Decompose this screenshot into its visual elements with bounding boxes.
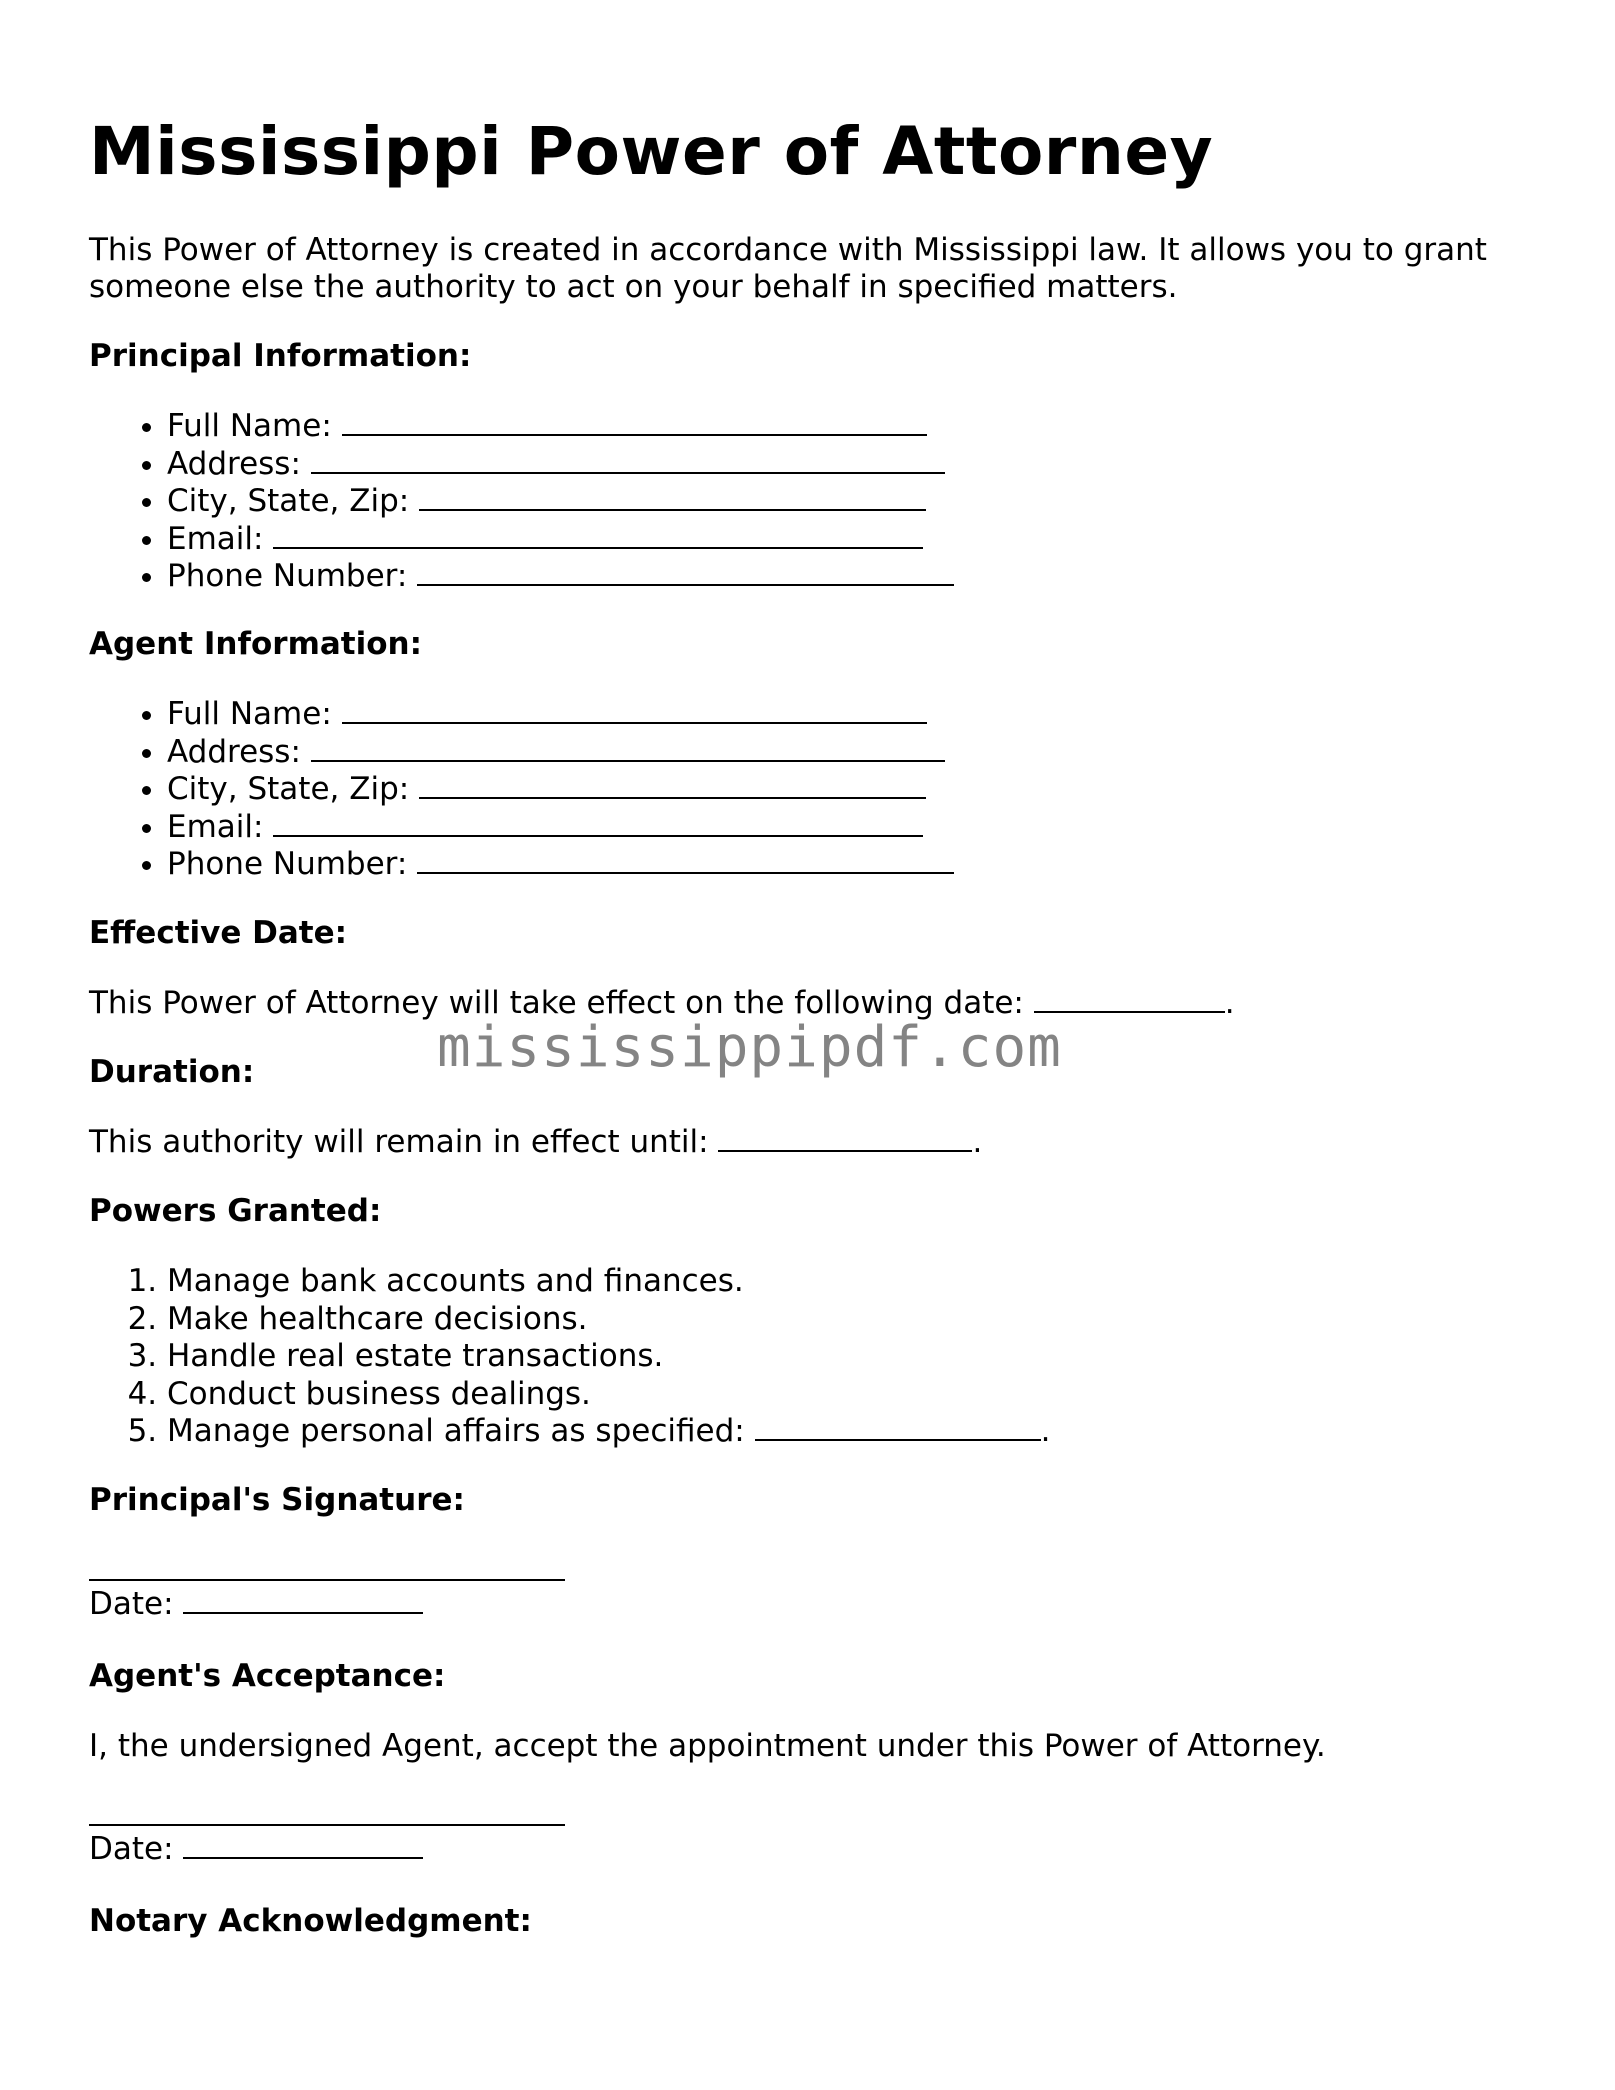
agent-signature-line[interactable] [89,1824,565,1826]
principal-signature-heading: Principal's Signature: [89,1482,465,1518]
principal-full-name-field[interactable]: • Full Name: [167,408,954,446]
powers-heading: Powers Granted: [89,1193,382,1229]
watermark: mississippipdf.com [437,1015,1062,1080]
effective-date-line[interactable]: This Power of Attorney will take effect on the following date: . [89,985,1235,1021]
agent-address-field[interactable]: • Address: [167,734,954,772]
agent-fields [89,696,954,884]
power-item: 4. Conduct business dealings. [167,1376,1050,1414]
powers-list [89,1263,1050,1451]
principal-address-field[interactable]: • Address: [167,446,954,484]
agent-heading: Agent Information: [89,626,422,662]
principal-signature-date[interactable]: Date: [89,1586,423,1623]
agent-acceptance-text: I, the undersigned Agent, accept the appointment under this Power of Attorney. [89,1728,1326,1764]
power-item: 2. Make healthcare decisions. [167,1301,1050,1339]
intro-paragraph: This Power of Attorney is created in accordance with Mississippi law. It allows you to grant someone else the authority to act on your behalf in specified matters. [89,232,1487,305]
principal-email-field[interactable]: • Email: [167,521,954,559]
duration-line[interactable]: This authority will remain in effect until: . [89,1124,983,1160]
agent-acceptance-heading: Agent's Acceptance: [89,1658,446,1694]
principal-city-state-zip-field[interactable]: • City, State, Zip: [167,483,954,521]
agent-signature-date[interactable]: Date: [89,1831,423,1868]
agent-city-state-zip-field[interactable]: • City, State, Zip: [167,771,954,809]
agent-email-field[interactable]: • Email: [167,809,954,847]
agent-full-name-field[interactable]: • Full Name: [167,696,954,734]
power-item: 3. Handle real estate transactions. [167,1338,1050,1376]
effective-date-heading: Effective Date: [89,915,348,951]
power-item-specify[interactable]: 5. Manage personal affairs as specified: . [167,1413,1050,1451]
principal-heading: Principal Information: [89,338,472,374]
principal-signature-line[interactable] [89,1579,565,1581]
principal-phone-field[interactable]: • Phone Number: [167,558,954,596]
principal-fields [89,408,954,596]
notary-heading: Notary Acknowledgment: [89,1903,532,1939]
duration-heading: Duration: [89,1054,255,1090]
agent-phone-field[interactable]: • Phone Number: [167,846,954,884]
power-item: 1. Manage bank accounts and finances. [167,1263,1050,1301]
page-title: Mississippi Power of Attorney [89,113,1214,190]
